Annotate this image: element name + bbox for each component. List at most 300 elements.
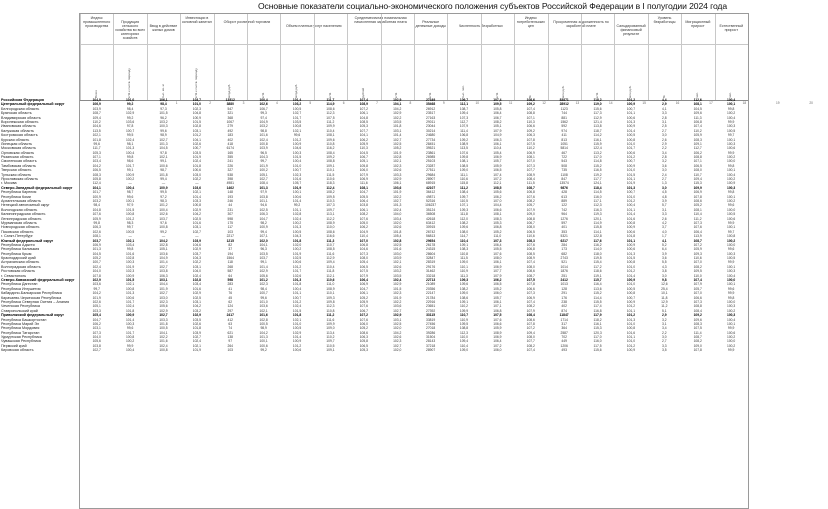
table-cell: 108,8 [459,326,469,331]
table-cell: 107,3 [493,238,502,243]
table-cell: 508 [561,163,567,168]
row-label: Костромская область [1,133,38,138]
table-cell: 109,0 [459,348,469,353]
table-cell: 99,6 [727,203,735,208]
table-cell: 109,2 [693,313,702,318]
table-cell: 102,8 [159,242,168,247]
table-cell: 102,9 [393,98,402,102]
table-cell: 101,8 [292,313,302,318]
table-cell: 106,1 [493,260,502,265]
table-cell: 100,9 [192,115,201,120]
table-cell: 355 [227,155,234,160]
table-cell: 106,8 [526,190,535,195]
table-cell: 117,1 [593,198,602,203]
row-label: Республика Ингушетия [1,286,41,291]
table-cell: 104,1 [259,242,268,247]
table-cell: 24315 [426,247,436,252]
table-cell: 1051 [560,141,568,146]
table-cell: 284 [561,242,567,247]
table-cell: 103,3 [393,172,402,177]
table-cell: 368 [227,115,234,120]
table-cell: 107,7 [359,128,368,133]
table-cell: 103,5 [292,119,302,124]
table-cell: 104,9 [92,98,101,102]
table-cell: 106,3 [493,137,502,142]
table-cell: 100,9 [626,163,636,168]
table-cell: 175 [227,220,234,225]
table-cell: 108,3 [526,238,535,243]
table-cell: 110,8 [459,251,468,256]
table-cell: 138 [227,335,234,340]
table-cell: 100,6 [292,194,302,199]
table-cell: 97,4 [260,115,267,120]
table-cell: 109,2 [526,102,535,107]
table-cell: 165 [227,150,234,155]
table-cell: 100,8 [125,335,135,340]
row-label: Республика Северная Осетия – Алания [1,299,70,304]
table-cell: 101,5 [393,286,402,291]
table-cell: 102,1 [192,343,201,348]
table-cell: 56813 [426,234,436,239]
column-number: 7 [376,101,378,105]
table-cell: 37 [228,247,233,252]
table-cell: 107,9 [493,128,502,133]
table-cell: 97,6 [160,220,167,225]
row-label: Республика Карелия [1,190,37,195]
table-cell: 100,4 [125,185,135,190]
table-cell: 3,2 [662,159,667,164]
table-cell: 101,9 [192,155,201,160]
table-cell: 176 [561,295,567,300]
table-cell: 110,2 [693,128,702,133]
table-cell: 105,8 [92,177,101,182]
table-cell: 109,8 [459,155,469,160]
row-label: Орловская область [1,150,35,155]
table-cell: 100,2 [292,220,302,225]
table-cell: 112,3 [326,304,335,309]
table-cell: 106,4 [359,198,368,203]
table-cell: 114,9 [326,102,335,107]
table-cell: 102,1 [393,159,402,164]
table-cell: 106,0 [359,168,368,173]
table-cell: 35468 [426,102,436,107]
table-cell: 106,9 [493,335,502,340]
table-cell: 111,2 [326,313,335,318]
table-cell: 100,1 [726,225,736,230]
table-cell: 107,3 [693,220,702,225]
column-subheader: чел. [728,92,733,98]
table-cell: 105,3 [359,348,368,353]
table-cell: 100,6 [726,216,736,221]
table-cell: 103,9 [92,106,101,111]
table-cell: 231 [227,207,234,212]
table-cell: 100,9 [125,172,135,177]
table-cell: 101,6 [192,286,201,291]
table-cell: 99,4 [160,177,167,182]
table-cell: 103,4 [192,282,201,287]
table-cell: 109,4 [459,111,469,116]
column-divider [648,14,649,100]
row-label: Ненецкий автономный округ [1,203,50,208]
table-cell: 116,2 [593,242,602,247]
table-cell: 106,3 [259,212,268,217]
column-number: 6 [342,101,345,105]
table-cell: 106,2 [359,225,368,230]
table-cell: 115,8 [459,181,468,186]
table-cell: 1564 [226,256,234,261]
table-cell: 108,7 [526,185,535,190]
table-cell: 106,3 [92,225,101,230]
table-cell: 107,6 [359,216,368,221]
column-subheader: в % [327,92,332,98]
table-cell: 100,4 [726,115,736,120]
table-cell: 117,9 [593,313,602,318]
table-cell: 99,7 [93,286,100,291]
table-cell: 108,2 [359,212,368,217]
table-cell: 682 [561,251,567,256]
table-cell: 100,8 [125,212,135,217]
table-cell: 99,6 [126,326,134,331]
table-cell: 115,7 [593,278,602,283]
column-subheader: в % к соотв. периоду [193,68,198,98]
table-cell: 26178 [426,242,436,247]
table-cell: 112,1 [493,181,502,186]
table-cell: 109,0 [526,212,535,217]
column-number: 3 [242,101,245,105]
table-cell: 107,3 [359,251,368,256]
row-label: Владимирская область [1,115,41,120]
table-cell: 11847 [559,313,569,318]
table-cell: 28912 [559,102,569,107]
table-cell: 3,8 [662,269,667,274]
table-cell: 1206 [560,343,568,348]
table-cell: 99,6 [160,128,167,133]
table-cell: 109,1 [326,348,335,353]
table-cell: 101,3 [159,141,168,146]
table-cell: 118,4 [593,185,602,190]
table-cell: 107,4 [526,348,535,353]
table-cell: 597 [561,220,567,225]
table-cell: 106,9 [359,282,368,287]
table-cell: 101,8 [292,238,302,243]
table-cell: 108,2 [526,343,535,348]
table-cell: 105,1 [259,172,268,177]
table-cell: — [128,234,132,239]
table-cell: 101,3 [259,335,268,340]
table-cell: 102,0 [259,238,268,243]
table-cell: 104,6 [192,242,201,247]
table-cell: 100,4 [292,159,302,164]
table-row [80,348,748,352]
table-cell: 101,3 [259,185,268,190]
table-cell: 3,9 [662,251,667,256]
table-cell: 23044 [426,124,436,129]
table-cell: 101,7 [125,163,135,168]
row-label: Мурманская область [1,220,37,225]
row-label: Российская Федерация [1,98,44,102]
table-cell: 21784 [426,295,436,300]
table-cell: 106,9 [526,295,535,300]
table-cell: 101,0 [292,321,302,326]
table-cell: 110,4 [326,128,335,133]
table-cell: 110,7 [326,242,335,247]
table-cell: 102,7 [393,343,402,348]
table-cell: 101,3 [125,291,135,296]
table-cell: 103,2 [159,119,168,124]
table-cell: 96,5 [260,150,267,155]
table-cell: 110,2 [459,304,468,309]
table-cell: 105,9 [693,133,702,138]
table-cell: 106,5 [359,264,368,269]
row-label: Астраханская область [1,260,40,265]
table-cell: 64 [228,273,233,278]
table-cell: 101,0 [626,264,636,269]
table-cell: 101,9 [125,264,135,269]
table-cell: 25103 [426,159,436,164]
table-cell: 103,7 [92,238,101,243]
group-header: Индекс промышленного производства [83,16,111,28]
table-cell: 109,4 [92,115,101,120]
table-cell: 109,0 [459,260,469,265]
table-cell: 114,7 [459,234,468,239]
table-cell: 101,4 [292,335,302,340]
table-cell: 100,7 [125,128,135,133]
table-cell: 101,0 [626,321,636,326]
table-cell: 100,3 [726,141,736,146]
table-cell: 103,4 [393,216,402,221]
table-cell: 99,5 [126,133,134,138]
table-cell: 101,1 [626,238,636,243]
table-cell: 102,7 [192,335,201,340]
table-cell: 98,1 [126,141,134,146]
table-cell: 22147 [426,291,436,296]
table-cell: 2,5 [662,124,667,129]
column-number: 18 [742,101,747,105]
table-cell: 106,6 [693,295,702,300]
table-cell: 112,7 [459,119,468,124]
table-cell: 3,6 [662,256,667,261]
table-cell: 102,3 [192,106,201,111]
table-cell: 2,9 [662,141,667,146]
table-cell: 1123 [560,106,568,111]
table-cell: 101,2 [159,203,168,208]
table-cell: 97,9 [260,190,267,195]
table-cell: 33819 [426,317,436,322]
row-label: Республика Адыгея [1,242,35,247]
table-cell: 104,8 [92,207,101,212]
table-cell: 99,7 [727,133,735,138]
table-cell: 108,0 [526,264,535,269]
table-cell: 102,8 [292,212,302,217]
row-label: Центральный федеральный округ [1,102,65,107]
table-cell: 101,2 [626,198,636,203]
table-cell: 100,8 [159,348,168,353]
table-cell: 101,2 [292,299,302,304]
table-cell: 100,6 [292,260,302,265]
table-cell: 106,1 [393,181,402,186]
table-cell: 101,4 [259,264,268,269]
table-cell: 101,2 [626,98,636,102]
column-subheader: млн руб. [561,85,566,98]
table-cell: 103,1 [192,264,201,269]
table-cell: 113,8 [593,124,602,129]
table-cell: 37218 [426,343,436,348]
table-cell: — [195,234,199,239]
table-cell: 108,3 [92,172,101,177]
table-cell: 106,0 [359,321,368,326]
table-cell: 100,5 [726,212,736,217]
table-cell: 102,2 [393,194,402,199]
table-cell: 30214 [426,128,436,133]
table-cell: 110,8 [326,308,335,313]
table-cell: 100,3 [726,304,736,309]
table-cell: 101,9 [393,150,402,155]
table-cell: 102,9 [192,313,201,318]
row-label: Республика Марий Эл [1,321,40,326]
table-cell: 99,1 [160,159,167,164]
table-cell: 110,2 [92,119,101,124]
table-cell: 101,0 [626,168,636,173]
table-cell: 99,9 [727,348,735,353]
table-cell: 100,2 [292,247,302,252]
table-cell: 28907 [426,348,436,353]
table-cell: 112,3 [326,111,335,116]
table-cell: 99,9 [727,220,735,225]
table-cell: 105,2 [493,229,502,234]
table-cell: 112,6 [693,98,702,102]
table-cell: 101,5 [159,111,168,116]
table-cell: 104,5 [359,150,368,155]
table-cell: 102,6 [92,229,101,234]
table-cell: 99,8 [126,247,134,252]
table-cell: 104,4 [493,203,502,208]
table-cell: 107,4 [693,124,702,129]
table-cell: 104,3 [292,234,302,239]
table-cell: 101,8 [92,137,101,142]
table-cell: 101,6 [393,247,402,252]
table-cell: 106,5 [92,168,101,173]
table-cell: 107,6 [359,317,368,322]
table-cell: 279 [227,124,234,129]
table-cell: 103,0 [192,172,201,177]
table-cell: 264 [227,343,234,348]
table-cell: 402 [561,304,567,309]
table-cell: 108,4 [526,313,535,318]
table-cell: 101,6 [626,330,636,335]
table-cell: 83871 [559,98,569,102]
table-cell: 226 [227,163,234,168]
table-cell: 36508 [426,212,436,217]
table-cell: — [128,181,132,186]
table-cell: 100,4 [292,286,302,291]
table-cell: 108,7 [693,335,702,340]
table-cell: 102,4 [192,339,201,344]
table-cell: 24680 [426,133,436,138]
table-cell: 108,4 [259,181,268,186]
column-divider [481,14,482,100]
table-cell: 108,0 [493,256,502,261]
table-cell: 102,2 [159,335,168,340]
column-divider [80,14,81,100]
table-cell: 353 [561,229,567,234]
table-cell: 33115 [426,313,436,318]
table-cell: 99,1 [126,168,134,173]
table-cell: 108,4 [693,308,702,313]
table-cell: 6217 [560,238,568,243]
row-label: Смоленская область [1,159,37,164]
table-cell: 317 [561,321,567,326]
table-cell: 103,5 [393,273,402,278]
table-cell: 4,1 [662,106,667,111]
table-cell: 99,1 [260,260,267,265]
table-cell: 102,6 [393,225,402,230]
table-cell: 101,4 [626,212,636,217]
table-cell: 102,2 [192,177,201,182]
table-cell: 107,6 [92,212,101,217]
table-cell: 108,0 [459,229,469,234]
table-cell: 102,9 [125,111,135,116]
table-cell: 107,4 [359,98,368,102]
table-cell: 110,1 [326,291,335,296]
table-cell: 104,5 [159,146,168,151]
table-cell: 107,8 [693,194,702,199]
table-cell: 107,9 [459,124,469,129]
page-title: Основные показатели социально-экономического положения субъектов Российской Федерации в I полугодии 2024 года [257,1,728,11]
table-cell: 106,5 [693,163,702,168]
table-cell: 108,9 [493,330,502,335]
table-cell: 44 [228,203,233,208]
table-cell: 99,8 [93,220,100,225]
row-label: Калужская область [1,128,34,133]
table-cell: 5321 [560,234,568,239]
table-cell: 412 [227,317,234,322]
column-number: 17 [709,101,713,105]
table-cell: 102,4 [292,304,302,309]
table-cell: 28907 [426,177,436,182]
table-cell: 115,4 [593,260,602,265]
table-cell: 115,3 [593,326,602,331]
table-cell: 107,4 [493,172,502,177]
table-cell: 100,9 [92,194,101,199]
table-cell: 107,9 [526,308,535,313]
table-cell: 110,9 [459,317,468,322]
table-cell: 104,5 [693,106,702,111]
table-cell: 100,8 [626,326,636,331]
table-cell: 108,1 [326,133,335,138]
table-cell: 106,2 [693,150,702,155]
table-cell: 100,4 [726,317,736,322]
table-cell: 100,8 [626,137,636,142]
table-cell: 101,3 [626,317,636,322]
table-cell: 105,4 [92,313,101,318]
table-cell: 100,9 [292,141,302,146]
column-divider [314,14,315,100]
table-cell: 100,6 [626,150,636,155]
table-cell: 107,9 [359,172,368,177]
table-cell: 124 [227,304,234,309]
table-cell: 103,4 [125,242,135,247]
table-cell: 119,5 [593,256,602,261]
table-cell: 107,0 [493,198,502,203]
column-subheader: рублей [360,87,365,98]
table-cell: 106,8 [526,247,535,252]
table-cell: 97,2 [160,194,167,199]
table-cell: 103 [227,229,234,234]
table-cell: 107,3 [526,291,535,296]
table-cell: 110,1 [326,168,335,173]
table-cell: 107,5 [526,278,535,283]
table-cell: 109,1 [326,163,335,168]
